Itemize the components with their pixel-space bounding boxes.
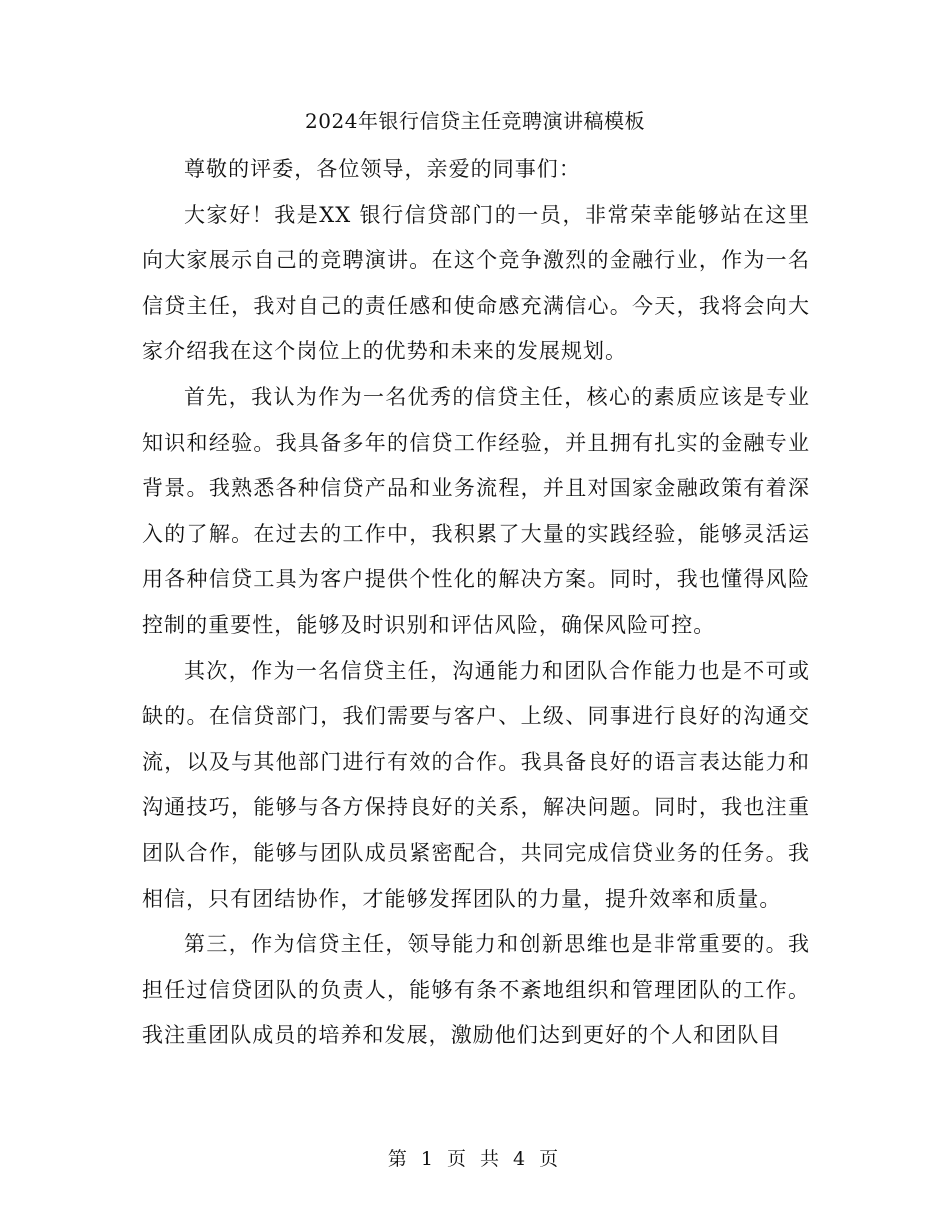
document-title: 2024年银行信贷主任竞聘演讲稿模板 <box>305 109 645 133</box>
first-point-paragraph: 首先，我认为作为一名优秀的信贷主任，核心的素质应该是专业知识和经验。我具备多年的信贷工作经验，并且拥有扎实的金融专业背景。我熟悉各种信贷产品和业务流程，并且对国家金融政策有着深入的了解。在过去的工作中，我积累了大量的实践经验，能够灵活运用各种信贷工具为客户提供个性化的解决方案。同时，我也懂得风险控制的重要性，能够及时识别和评估风险，确保风险可控。 <box>142 384 810 637</box>
page-number-footer: 第 1 页 共 4 页 <box>387 1148 563 1170</box>
third-point-paragraph: 第三，作为信贷主任，领导能力和创新思维也是非常重要的。我担任过信贷团队的负责人，能够有条不紊地组织和管理团队的工作。我注重团队成员的培养和发展，激励他们达到更好的个人和团队目 <box>142 932 810 1048</box>
salutation-paragraph: 尊敬的评委，各位领导，亲爱的同事们： <box>184 157 581 181</box>
document-body <box>142 147 810 1059</box>
second-point-paragraph: 其次，作为一名信贷主任，沟通能力和团队合作能力也是不可或缺的。在信贷部门，我们需要与客户、上级、同事进行良好的沟通交流，以及与其他部门进行有效的合作。我具备良好的语言表达能力和沟通技巧，能够与各方保持良好的关系，解决问题。同时，我也注重团队合作，能够与团队成员紧密配合，共同完成信贷业务的任务。我相信，只有团结协作，才能够发挥团队的力量，提升效率和质量。 <box>142 658 810 911</box>
intro-paragraph: 大家好！我是XX 银行信贷部门的一员，非常荣幸能够站在这里向大家展示自己的竞聘演讲。在这个竞争激烈的金融行业，作为一名信贷主任，我对自己的责任感和使命感充满信心。今天，我将会向大家介绍我在这个岗位上的优势和未来的发展规划。 <box>142 202 810 364</box>
